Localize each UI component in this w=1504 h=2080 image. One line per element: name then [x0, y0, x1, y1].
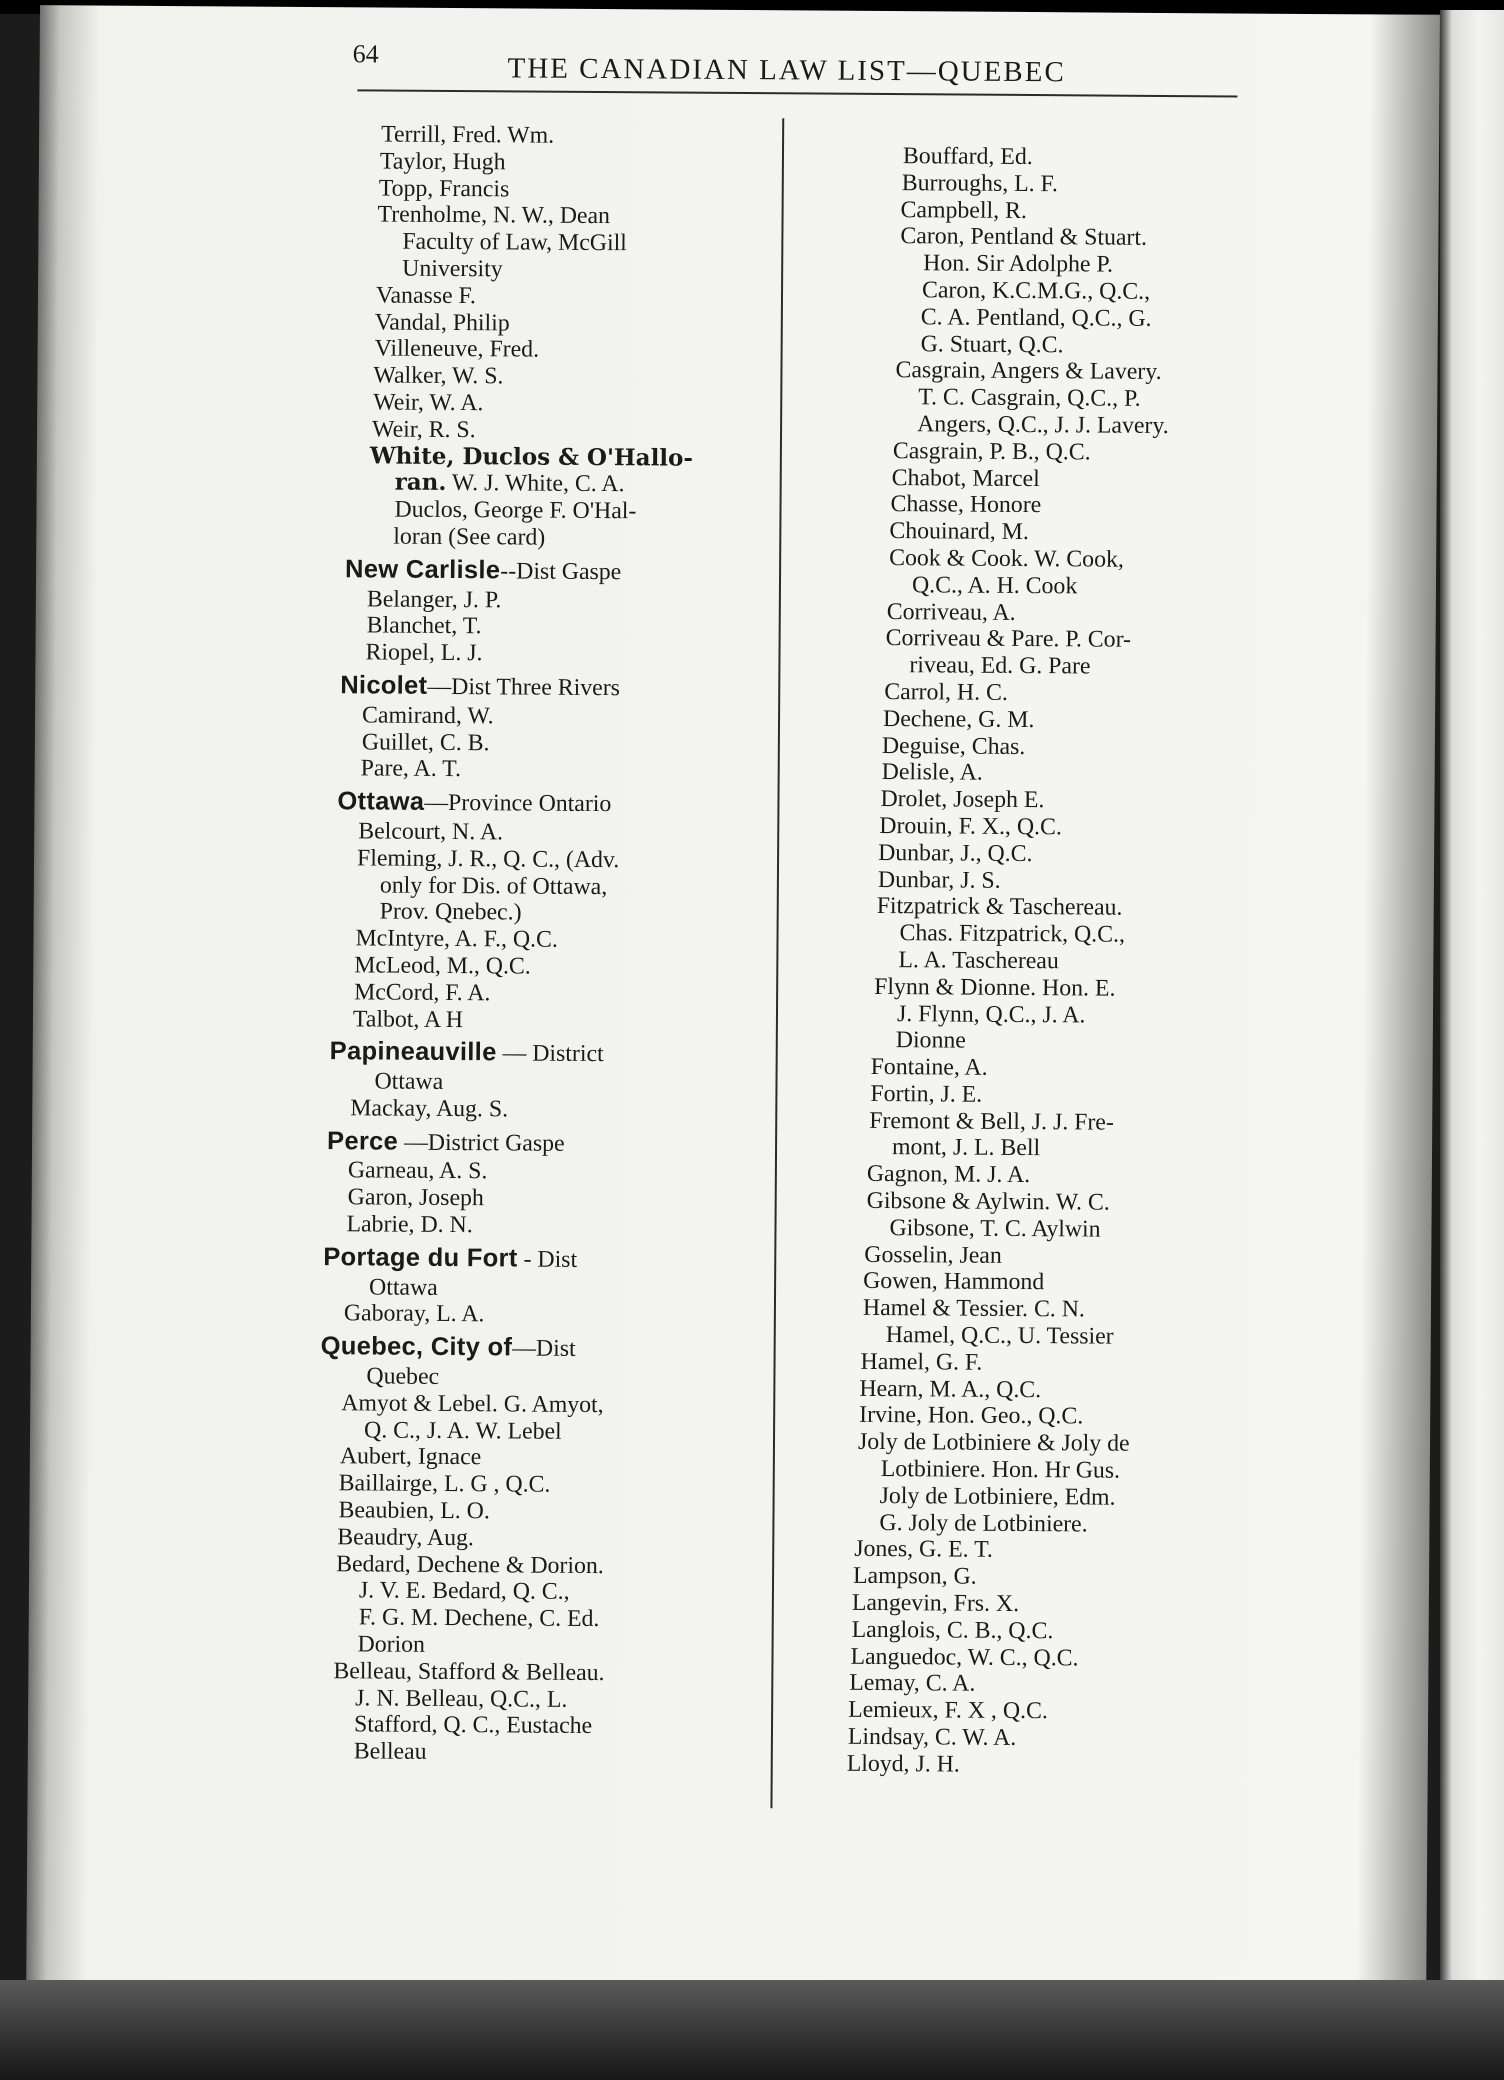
- list-entry: J. Flynn, Q.C., J. A.: [896, 1000, 1086, 1028]
- place-name: Perce: [326, 1126, 399, 1156]
- entry-text: J. V. E. Bedard, Q. C.,: [358, 1577, 570, 1606]
- entry-text: Stafford, Q. C., Eustache: [353, 1711, 593, 1740]
- list-entry: Gowen, Hammond: [863, 1268, 1045, 1296]
- list-entry: Chabot, Marcel: [891, 464, 1040, 492]
- list-entry: Corriveau & Pare. P. Cor-: [885, 625, 1132, 654]
- entry-text: Villeneuve, Fred.: [374, 335, 540, 363]
- book-page: [26, 5, 1440, 1990]
- entry-text: Walker, W. S.: [373, 362, 504, 390]
- entry-text: Taylor, Hugh: [379, 148, 506, 176]
- list-entry: Hearn, M. A., Q.C.: [859, 1375, 1042, 1403]
- list-entry: Langevin, Frs. X.: [851, 1589, 1020, 1618]
- entry-text: Amyot & Lebel. G. Amyot,: [341, 1390, 604, 1418]
- list-entry: G. Stuart, Q.C.: [920, 330, 1064, 358]
- entry-text: - Dist: [517, 1246, 578, 1273]
- list-entry: Dunbar, J., Q.C.: [878, 839, 1033, 867]
- entry-text: University: [402, 255, 503, 283]
- entry-text: --Dist Gaspe: [500, 558, 622, 585]
- list-entry: Deguise, Chas.: [881, 732, 1026, 760]
- firm-name: ran.: [394, 468, 447, 497]
- header-rule: [357, 89, 1237, 97]
- entry-text: —District Gaspe: [397, 1129, 565, 1157]
- entry-text: Aubert, Ignace: [339, 1443, 482, 1471]
- entry-text: —Dist Three Rivers: [427, 673, 621, 702]
- list-entry: Hamel & Tessier. C. N.: [862, 1295, 1085, 1323]
- entry-text: Trenholme, N. W., Dean: [377, 201, 611, 230]
- list-entry: Caron, Pentland & Stuart.: [900, 223, 1148, 252]
- list-entry: Lemieux, F. X , Q.C.: [848, 1697, 1048, 1725]
- entry-text: Belcourt, N. A.: [358, 818, 504, 846]
- list-entry: Drolet, Joseph E.: [880, 786, 1045, 814]
- entry-text: McIntyre, A. F., Q.C.: [355, 925, 558, 953]
- entry-text: Baillairge, L. G , Q.C.: [338, 1470, 551, 1498]
- list-entry: Gosselin, Jean: [864, 1241, 1002, 1269]
- list-entry: Angers, Q.C., J. J. Lavery.: [917, 411, 1169, 439]
- list-entry: Fortin, J. E.: [870, 1080, 983, 1108]
- list-entry: Flynn & Dionne. Hon. E.: [874, 973, 1116, 1002]
- list-entry: Casgrain, P. B., Q.C.: [892, 437, 1091, 466]
- list-entry: Lemay, C. A.: [849, 1670, 976, 1698]
- entry-text: Blanchet, T.: [366, 612, 482, 640]
- entry-text: Gaboray, L. A.: [343, 1300, 485, 1328]
- list-entry: Lotbiniere. Hon. Hr Gus.: [880, 1456, 1121, 1484]
- list-entry: Chasse, Honore: [890, 491, 1042, 519]
- place-name: New Carlisle: [344, 555, 501, 585]
- list-entry: Corriveau, A.: [886, 598, 1016, 626]
- list-entry: Campbell, R.: [900, 196, 1027, 224]
- entry-text: Belleau: [353, 1738, 427, 1766]
- entry-text: Quebec: [366, 1363, 440, 1390]
- entry-text: Camirand, W.: [361, 702, 494, 730]
- list-entry: Fontaine, A.: [870, 1054, 988, 1081]
- list-entry: Lindsay, C. W. A.: [847, 1723, 1017, 1751]
- entry-text: —Dist: [512, 1335, 576, 1363]
- list-entry: Dechene, G. M.: [882, 705, 1035, 733]
- list-entry: Drouin, F. X., Q.C.: [879, 812, 1062, 841]
- page-number: 64: [352, 39, 379, 69]
- right-column: [28, 137, 1239, 1780]
- list-entry: G. Joly de Lotbiniere.: [879, 1509, 1088, 1538]
- list-entry: Hon. Sir Adolphe P.: [923, 250, 1114, 278]
- list-entry: Casgrain, Angers & Lavery.: [895, 357, 1162, 386]
- entry-text: loran (See card): [393, 523, 546, 551]
- entry-text: Prov. Qnebec.): [379, 898, 522, 926]
- list-entry: Gibsone, T. C. Aylwin: [889, 1214, 1101, 1243]
- list-entry: Bouffard, Ed.: [902, 143, 1033, 171]
- list-entry: mont, J. L. Bell: [891, 1134, 1041, 1162]
- entry-text: McCord, F. A.: [354, 979, 491, 1006]
- entry-text: Topp, Francis: [378, 175, 510, 202]
- list-entry: Burroughs, L. F.: [901, 169, 1058, 198]
- list-entry: Languedoc, W. C., Q.C.: [850, 1643, 1079, 1672]
- place-name: Papineauville: [329, 1037, 497, 1067]
- place-name: Ottawa: [337, 787, 425, 816]
- list-entry: Chas. Fitzpatrick, Q.C.,: [899, 920, 1126, 948]
- list-entry: Lloyd, J. H.: [846, 1750, 960, 1778]
- entry-text: Talbot, A H: [352, 1005, 464, 1033]
- list-entry: Dunbar, J. S.: [877, 866, 1001, 894]
- list-entry: Caron, K.C.M.G., Q.C.,: [921, 277, 1151, 305]
- entry-text: Ottawa: [374, 1068, 444, 1096]
- list-entry: Joly de Lotbiniere & Joly de: [857, 1429, 1130, 1458]
- list-entry: Delisle, A.: [881, 759, 983, 787]
- entry-text: McLeod, M., Q.C.: [354, 952, 531, 980]
- entry-text: Belleau, Stafford & Belleau.: [333, 1658, 605, 1686]
- entry-text: Weir, R. S.: [371, 416, 476, 443]
- entry-text: Labrie, D. N.: [346, 1211, 473, 1239]
- entry-text: Pare, A. T.: [360, 755, 462, 783]
- list-entry: Lampson, G.: [852, 1563, 977, 1590]
- entry-text: Faculty of Law, McGill: [402, 228, 627, 257]
- list-entry: Chouinard, M.: [889, 518, 1029, 546]
- place-name: Portage du Fort: [323, 1242, 518, 1273]
- entry-text: —Province Ontario: [424, 789, 612, 818]
- entry-text: F. G. M. Dechene, C. Ed.: [358, 1604, 600, 1633]
- list-entry: T. C. Casgrain, Q.C., P.: [918, 384, 1141, 412]
- scan-bottom-edge: [0, 1980, 1504, 2080]
- list-entry: Gibsone & Aylwin. W. C.: [866, 1187, 1110, 1216]
- list-entry: Dionne: [895, 1027, 966, 1054]
- list-entry: Hamel, G. F.: [860, 1348, 983, 1376]
- entry-text: Vandal, Philip: [374, 309, 510, 336]
- entry-text: Ottawa: [368, 1274, 438, 1301]
- list-entry: Fitzpatrick & Taschereau.: [876, 893, 1123, 922]
- entry-text: Riopel, L. J.: [365, 639, 483, 667]
- entry-text: Weir, W. A.: [373, 389, 484, 417]
- place-name: Quebec, City of: [320, 1332, 513, 1362]
- entry-text: Guillet, C. B.: [361, 728, 490, 756]
- list-entry: L. A. Taschereau: [898, 947, 1059, 975]
- entry-text: Bedard, Dechene & Dorion.: [336, 1550, 604, 1579]
- list-entry: Joly de Lotbiniere, Edm.: [879, 1482, 1116, 1511]
- entry-text: Mackay, Aug. S.: [350, 1095, 509, 1123]
- entry-text: Duclos, George F. O'Hal-: [394, 496, 637, 525]
- entry-text: Q. C., J. A. W. Lebel: [363, 1417, 562, 1445]
- list-entry: Irvine, Hon. Geo., Q.C.: [859, 1402, 1084, 1430]
- entry-text: only for Dis. of Ottawa,: [379, 872, 608, 900]
- entry-text: — District: [496, 1040, 604, 1068]
- entry-text: Dorion: [357, 1631, 426, 1658]
- entry-text: Beaudry, Aug.: [337, 1524, 475, 1552]
- entry-text: Garon, Joseph: [347, 1184, 484, 1212]
- list-entry: Jones, G. E. T.: [854, 1536, 993, 1564]
- facing-page-edge: [1440, 10, 1504, 1980]
- list-entry: Hamel, Q.C., U. Tessier: [885, 1322, 1114, 1350]
- list-entry: Cook & Cook. W. Cook,: [889, 545, 1124, 573]
- list-entry: Q.C., A. H. Cook: [911, 571, 1078, 600]
- place-name: Nicolet: [340, 671, 428, 700]
- list-entry: C. A. Pentland, Q.C., G.: [920, 304, 1152, 332]
- entry-text: Belanger, J. P.: [366, 585, 502, 613]
- list-entry: riveau, Ed. G. Pare: [909, 652, 1091, 680]
- list-entry: Gagnon, M. J. A.: [866, 1161, 1031, 1189]
- entry-text: Fleming, J. R., Q. C., (Adv.: [356, 845, 620, 873]
- running-title: THE CANADIAN LAW LIST—QUEBEC: [507, 52, 1066, 89]
- entry-text: Garneau, A. S.: [347, 1157, 488, 1185]
- entry-text: Vanasse F.: [375, 282, 476, 309]
- list-entry: Carrol, H. C.: [884, 678, 1008, 706]
- list-entry: Langlois, C. B., Q.C.: [851, 1616, 1054, 1645]
- entry-text: W. J. White, C. A.: [446, 470, 625, 498]
- entry-text: J. N. Belleau, Q.C., L.: [355, 1684, 568, 1713]
- entry-text: Beaubien, L. O.: [338, 1497, 490, 1525]
- firm-name: White, Duclos & O'Hallo-: [369, 441, 694, 472]
- entry-text: Terrill, Fred. Wm.: [381, 121, 555, 149]
- list-entry: Fremont & Bell, J. J. Fre-: [869, 1107, 1114, 1136]
